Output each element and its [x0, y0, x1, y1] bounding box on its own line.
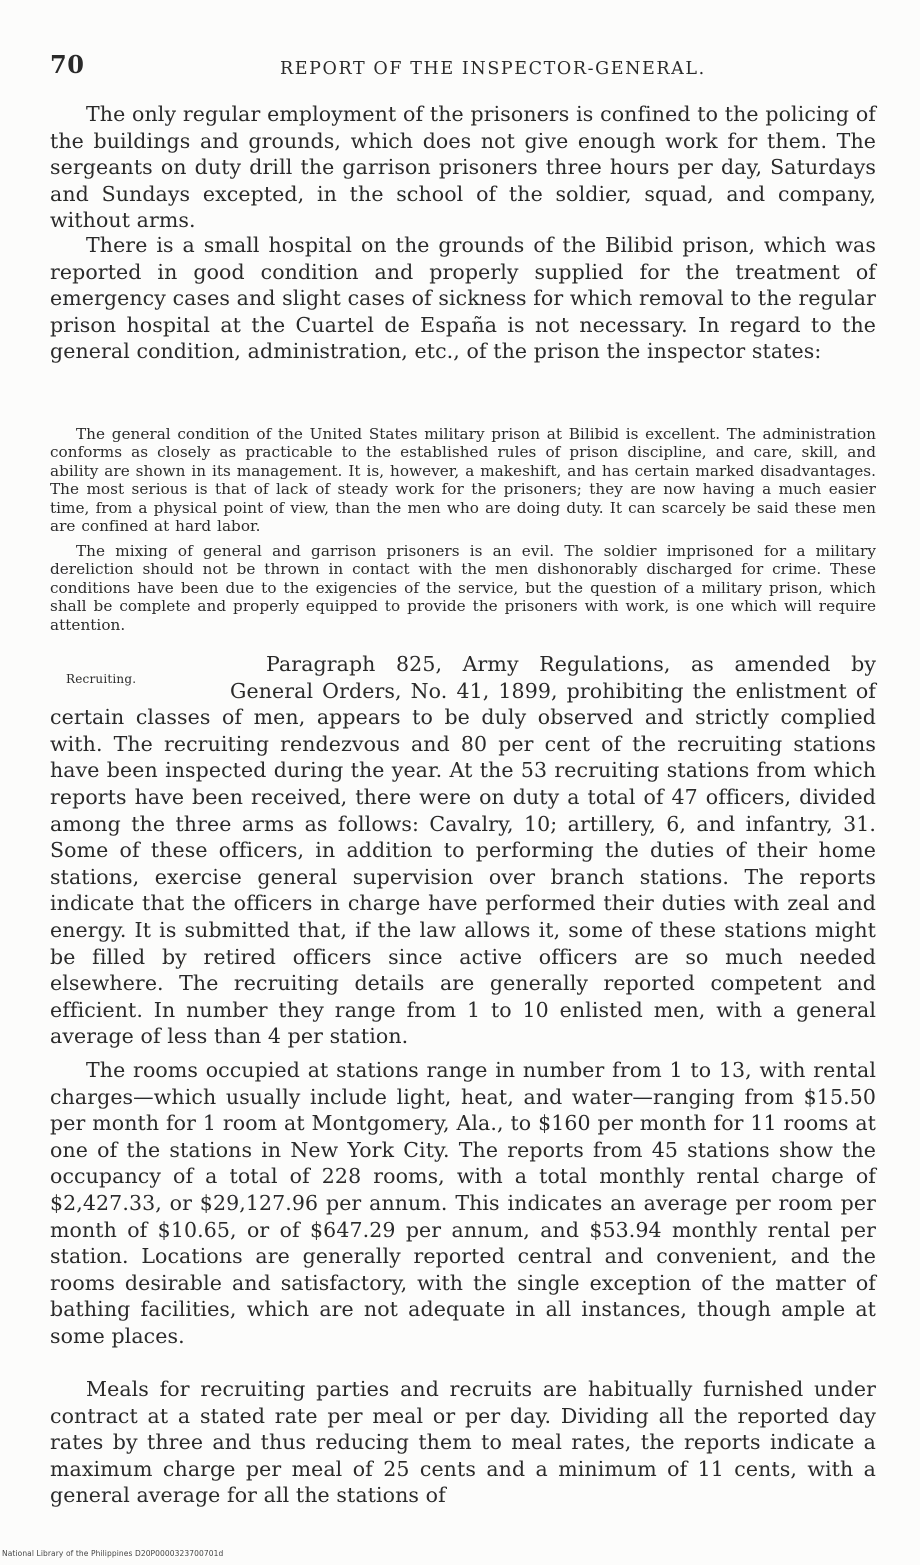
- paragraph-prisoner-employment: The only regular employment of the prisoners is confined to the policing of the buildings and grounds, which does not give enough work for them. The sergeants on duty drill the garrison prisoners three hours per day, Saturdays and Sundays excepted, in the school of the soldier, squad, and company, without arms.: [50, 102, 876, 233]
- paragraph-bilibid-hospital: There is a small hospital on the grounds of the Bilibid prison, which was reported in good condition and properly supplied for the treatment of emergency cases and slight cases of sickness for which removal to the regular prison hospital at the Cuartel de España is not necessary. In regard to the general condition, administration, etc., of the prison the inspector states:: [50, 233, 876, 364]
- quote-prison-condition: The general condition of the United States military prison at Bilibid is excellent. The administration conforms as closely as practicable to the established rules of prison discipline, and care, skill, and ability are shown in its management. It is, however, a makeshift, and has certain marked disadvantages. The most serious is that of lack of steady work for the prisoners; they are now having a much easier time, from a physical point of view, than the men who are doing duty. It can scarcely be said these men are confined at hard labor.: [50, 425, 876, 536]
- paragraph-rooms-rental: The rooms occupied at stations range in number from 1 to 13, with rental charges—which usually include light, heat, and water—ranging from $15.50 per month for 1 room at Montgomery, Ala., to $160 per month for 11 rooms at one of the stations in New York City. The reports from 45 stations show the occupancy of a total of 228 rooms, with a total monthly rental charge of $2,427.33, or $29,127.96 per annum. This indicates an average per room per month of $10.65, or of $647.29 per annum, and $53.94 monthly rental per station. Locations are generally reported central and convenient, and the rooms desirable and satisfactory, with the single exception of the matter of bathing facilities, which are not adequate in all instances, though ample at some places.: [50, 1058, 876, 1348]
- paragraph-recruiting-text: Paragraph 825, Army Regulations, as amended by General Orders, No. 41, 1899, prohibiting the enlistment of certain classes of men, appears to be duly observed and strictly complied with. The recruiting rendezvous and 80 per cent of the recruiting stations have been inspected during the year. At the 53 recruiting stations from which reports have been received, there were on duty a total of 47 officers, divided among the three arms as follows: Cavalry, 10; artillery, 6, and infantry, 31. Some of these officers, in addition to performing the duties of their home stations, exercise general supervision over branch stations. The reports indicate that the officers in charge have performed their duties with zeal and energy. It is submitted that, if the law allows it, some of these stations might be filled by retired officers since active officers are so much needed elsewhere. The recruiting details are generally reported competent and efficient. In number they range from 1 to 10 enlisted men, with a general average of less than 4 per station.: [50, 652, 876, 1049]
- library-footer: National Library of the Philippines D20P0000323700701d: [2, 1549, 224, 1558]
- paragraph-meals: Meals for recruiting parties and recruits are habitually furnished under contract at a stated rate per meal or per day. Dividing all the reported day rates by three and thus reducing them to meal rates, the reports indicate a maximum charge per meal of 25 cents and a minimum of 11 cents, with a general average for all the stations of: [50, 1377, 876, 1508]
- page-number: 70: [50, 50, 85, 79]
- paragraph-recruiting-stations: [50, 651, 876, 1050]
- running-head: REPORT OF THE INSPECTOR-GENERAL.: [280, 59, 706, 79]
- sidenote-recruiting: Recruiting.: [66, 672, 137, 686]
- page-header: [50, 50, 875, 84]
- quote-mixing-prisoners: The mixing of general and garrison prisoners is an evil. The soldier imprisoned for a military dereliction should not be thrown in contact with the men dishonorably discharged for crime. These conditions have been due to the exigencies of the service, but the question of a military prison, which shall be complete and properly equipped to provide the prisoners with work, is one which will require attention.: [50, 542, 876, 634]
- sidenote-spacer: [50, 651, 230, 652]
